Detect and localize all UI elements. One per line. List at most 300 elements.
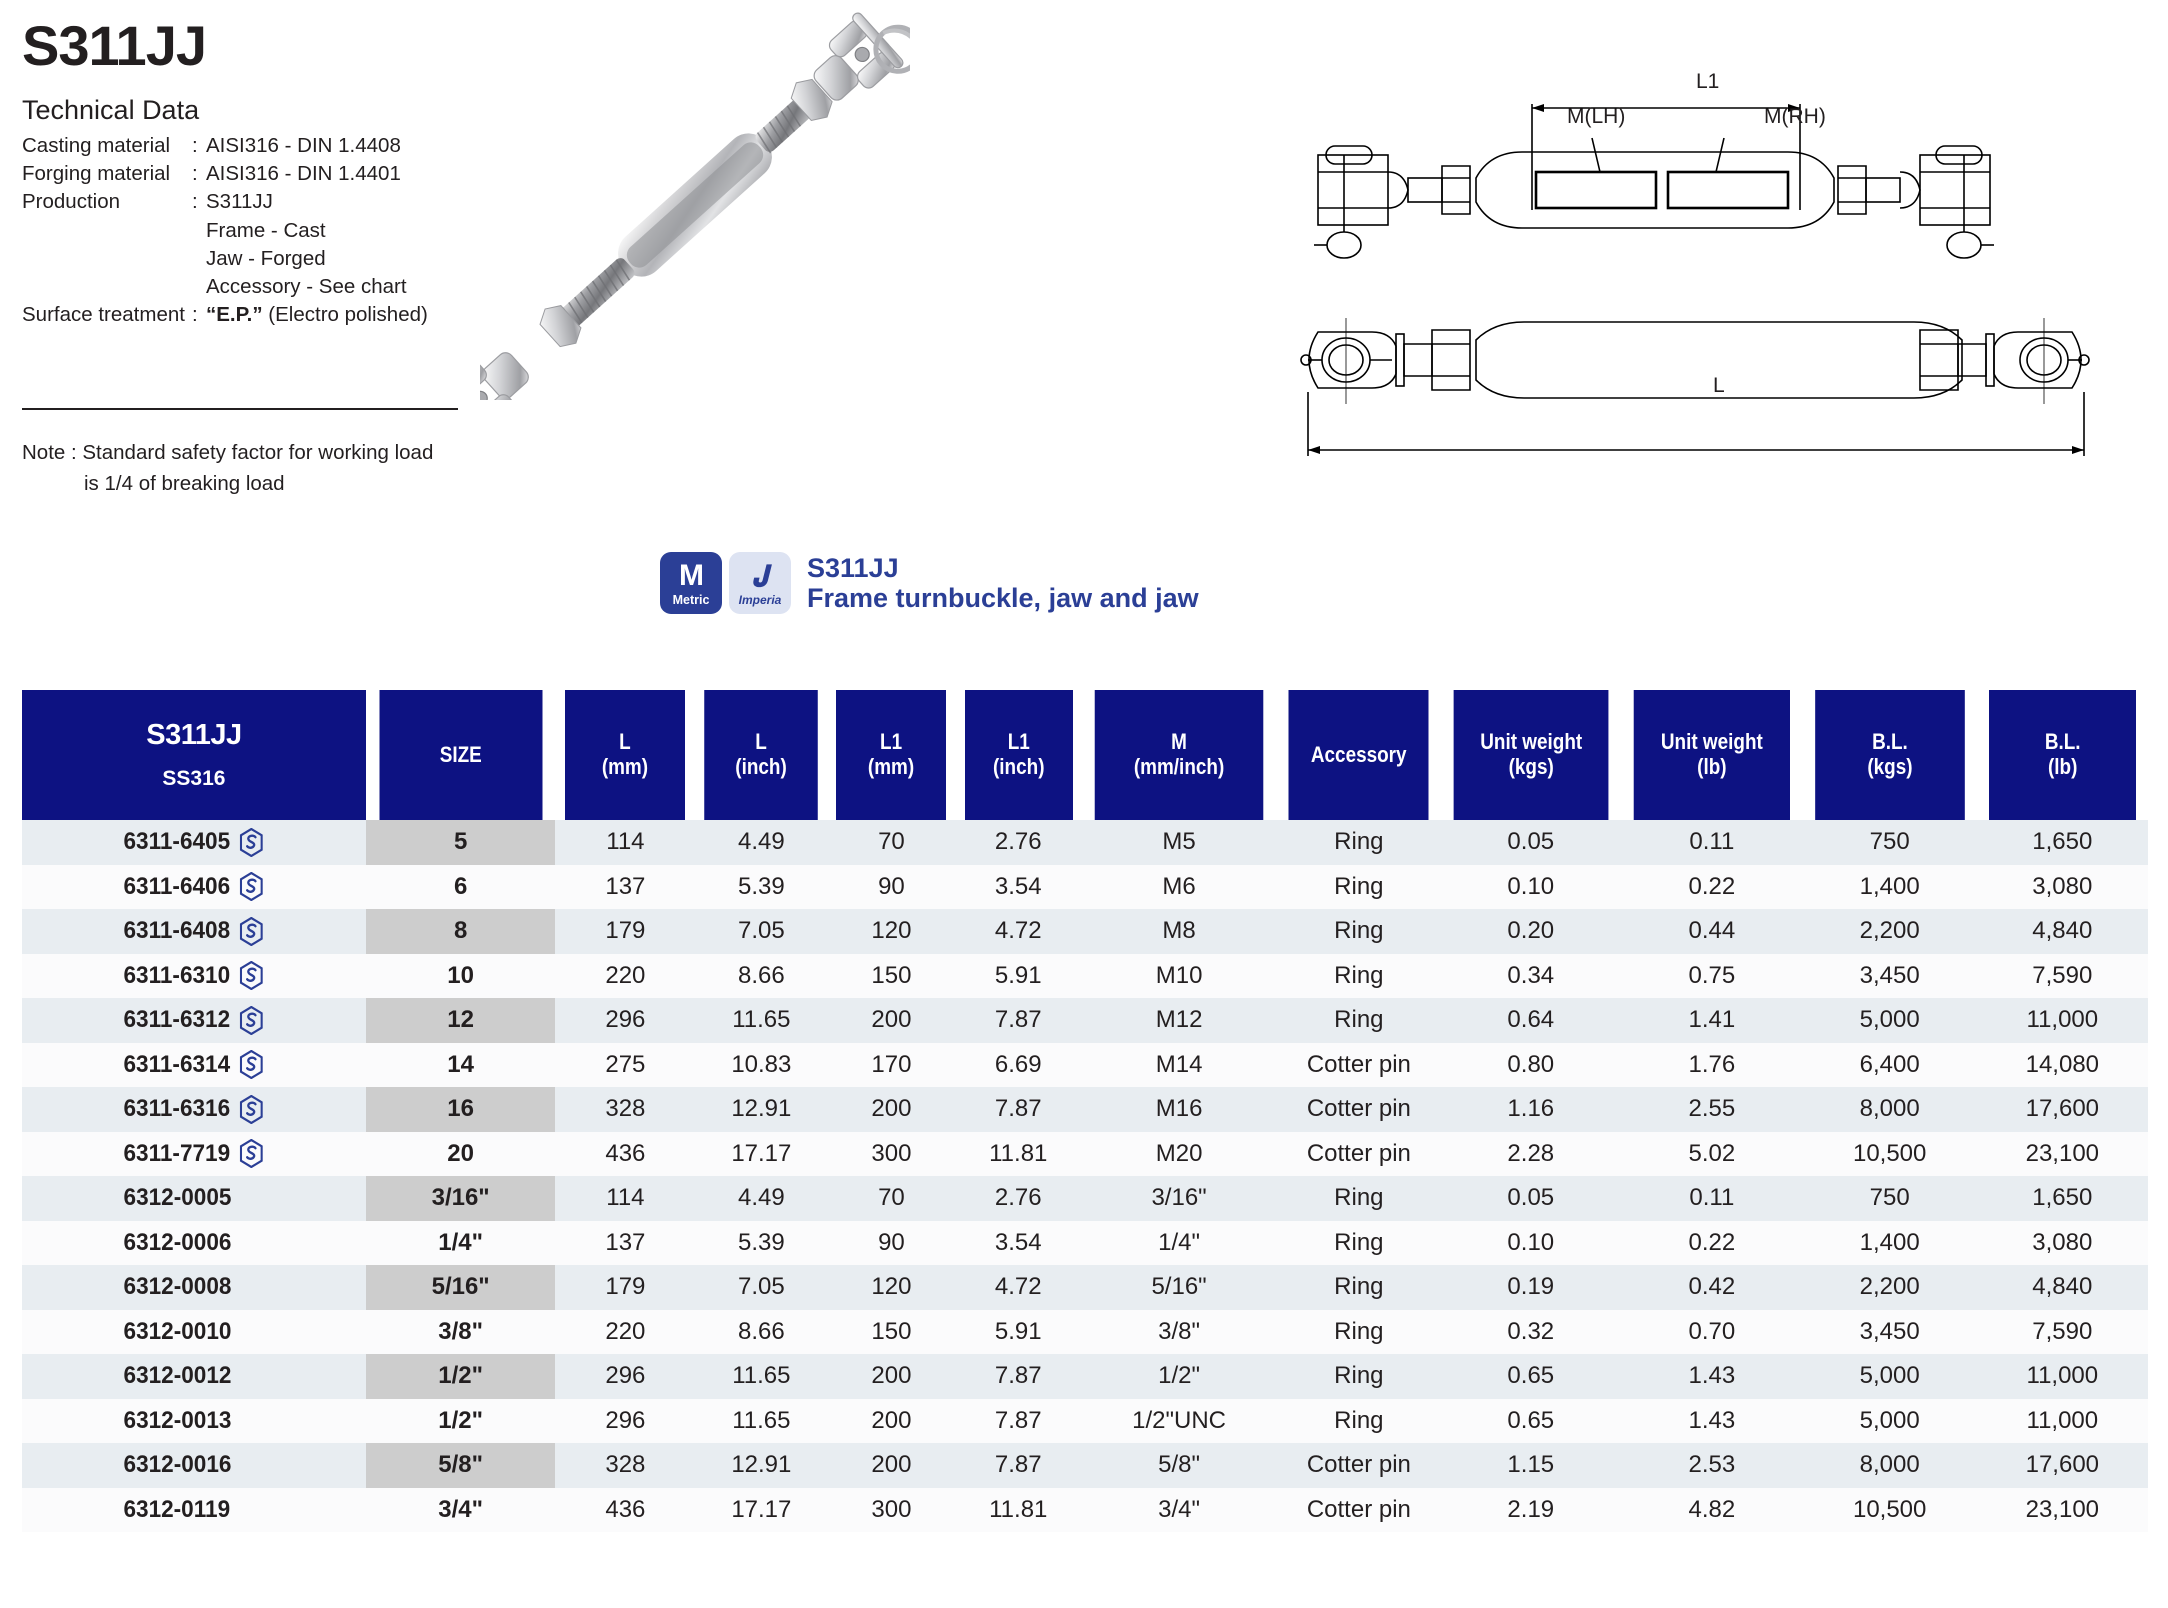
- cell-size: 1/4": [366, 1221, 556, 1266]
- cell-bl-kgs: 750: [1803, 1176, 1977, 1221]
- cell-unit-weight-lb: 1.43: [1621, 1399, 1803, 1444]
- cell-m: 3/4": [1081, 1488, 1277, 1533]
- specification-table-body: [22, 820, 2148, 1532]
- cell-accessory: Ring: [1277, 1399, 1440, 1444]
- cell-product-code: [22, 1132, 366, 1177]
- table-header-m: [1095, 690, 1264, 820]
- head-unit: (inch): [735, 754, 788, 779]
- spec-label: Production: [22, 190, 121, 214]
- spec-colon: :: [192, 133, 198, 157]
- cell-l1-mm: 150: [827, 1310, 955, 1355]
- cell-product-code: [22, 1354, 366, 1399]
- cell-bl-kgs: 8,000: [1803, 1443, 1977, 1488]
- imperial-badge-caption: Imperia: [738, 593, 782, 607]
- table-row[interactable]: [22, 1310, 2148, 1355]
- spec-value: S311JJ: [206, 190, 273, 214]
- cell-l1-mm: 90: [827, 1221, 955, 1266]
- cell-m: M14: [1081, 1043, 1277, 1088]
- cell-l-inch: 8.66: [695, 1310, 827, 1355]
- head-unit: (lb): [2047, 754, 2078, 779]
- product-code-text: 6312-0010: [123, 1317, 231, 1345]
- table-row[interactable]: [22, 1043, 2148, 1088]
- table-row[interactable]: [22, 1488, 2148, 1533]
- cell-unit-weight-kgs: 0.05: [1441, 1176, 1621, 1221]
- cell-product-code: [22, 1087, 366, 1132]
- cell-l-mm: 137: [555, 865, 695, 910]
- cell-l1-mm: 200: [827, 1399, 955, 1444]
- cell-l1-inch: 3.54: [956, 1221, 1082, 1266]
- cell-bl-lb: 23,100: [1977, 1488, 2148, 1533]
- cell-unit-weight-kgs: 0.65: [1441, 1354, 1621, 1399]
- cell-accessory: Ring: [1277, 1265, 1440, 1310]
- dimension-label-mlh: M(LH): [1567, 105, 1626, 128]
- head-main: B.L.: [1871, 729, 1908, 755]
- cell-l-mm: 296: [555, 1399, 695, 1444]
- head-main: Unit weight: [1479, 729, 1582, 755]
- cell-l-mm: 436: [555, 1488, 695, 1533]
- cell-l-mm: 328: [555, 1087, 695, 1132]
- production-sub-jaw: Jaw - Forged: [206, 246, 326, 270]
- cell-m: M10: [1081, 954, 1277, 999]
- ss316-hex-icon: [240, 1095, 264, 1124]
- cell-l-mm: 137: [555, 1221, 695, 1266]
- cell-unit-weight-lb: 5.02: [1621, 1132, 1803, 1177]
- cell-l1-mm: 90: [827, 865, 955, 910]
- cell-unit-weight-lb: 1.76: [1621, 1043, 1803, 1088]
- head-unit: (inch): [992, 754, 1045, 779]
- cell-product-code: [22, 998, 366, 1043]
- cell-accessory: Ring: [1277, 909, 1440, 954]
- table-row[interactable]: [22, 1176, 2148, 1221]
- dimension-label-mrh: M(RH): [1764, 105, 1826, 128]
- cell-bl-kgs: 3,450: [1803, 954, 1977, 999]
- cell-l1-mm: 200: [827, 1443, 955, 1488]
- cell-m: M6: [1081, 865, 1277, 910]
- table-header-size: [379, 690, 542, 820]
- cell-l-inch: 5.39: [695, 1221, 827, 1266]
- cell-accessory: Ring: [1277, 865, 1440, 910]
- ss316-hex-icon: [240, 1139, 264, 1168]
- product-photo: [480, 10, 910, 400]
- cell-l1-inch: 7.87: [956, 1354, 1082, 1399]
- cell-size: 20: [366, 1132, 556, 1177]
- metric-badge-icon: [660, 552, 722, 614]
- cell-l1-inch: 4.72: [956, 909, 1082, 954]
- product-code-text: 6312-0008: [123, 1273, 231, 1301]
- cell-unit-weight-lb: 2.55: [1621, 1087, 1803, 1132]
- table-header-accessory: [1289, 690, 1430, 820]
- cell-accessory: Cotter pin: [1277, 1043, 1440, 1088]
- cell-accessory: Cotter pin: [1277, 1443, 1440, 1488]
- cell-bl-kgs: 10,500: [1803, 1488, 1977, 1533]
- cell-accessory: Ring: [1277, 1310, 1440, 1355]
- cell-l1-inch: 5.91: [956, 954, 1082, 999]
- cell-unit-weight-lb: 0.44: [1621, 909, 1803, 954]
- cell-l-inch: 12.91: [695, 1443, 827, 1488]
- table-row[interactable]: [22, 909, 2148, 954]
- cell-bl-lb: 17,600: [1977, 1443, 2148, 1488]
- cell-accessory: Ring: [1277, 998, 1440, 1043]
- cell-unit-weight-kgs: 1.16: [1441, 1087, 1621, 1132]
- ss316-hex-icon: [240, 1006, 264, 1035]
- cell-l-mm: 275: [555, 1043, 695, 1088]
- cell-bl-kgs: 3,450: [1803, 1310, 1977, 1355]
- cell-bl-lb: 3,080: [1977, 1221, 2148, 1266]
- cell-size: 1/2": [366, 1399, 556, 1444]
- cell-bl-lb: 7,590: [1977, 954, 2148, 999]
- cell-unit-weight-kgs: 0.34: [1441, 954, 1621, 999]
- cell-l-inch: 7.05: [695, 909, 827, 954]
- product-code-text: 6312-0119: [123, 1495, 231, 1523]
- product-title-description: Frame turnbuckle, jaw and jaw: [807, 583, 1199, 614]
- table-header-row: [22, 690, 2148, 820]
- cell-unit-weight-lb: 0.11: [1621, 820, 1803, 865]
- table-row[interactable]: [22, 1132, 2148, 1177]
- cell-l-inch: 7.05: [695, 1265, 827, 1310]
- cell-l-inch: 8.66: [695, 954, 827, 999]
- head-main: L1: [880, 729, 903, 755]
- head-unit: (lb): [1697, 754, 1727, 779]
- cell-l-inch: 4.49: [695, 1176, 827, 1221]
- product-code-text: 6311-6310: [123, 961, 231, 989]
- cell-m: 3/8": [1081, 1310, 1277, 1355]
- cell-unit-weight-kgs: 0.19: [1441, 1265, 1621, 1310]
- cell-unit-weight-lb: 0.70: [1621, 1310, 1803, 1355]
- table-header-bl-kgs: [1815, 690, 1965, 820]
- product-code-text: 6311-6312: [123, 1006, 231, 1034]
- table-row[interactable]: [22, 1399, 2148, 1444]
- imperial-badge-icon: [729, 552, 791, 614]
- cell-bl-kgs: 750: [1803, 820, 1977, 865]
- head-main: M: [1171, 729, 1187, 755]
- cell-bl-lb: 1,650: [1977, 820, 2148, 865]
- cell-l-mm: 296: [555, 1354, 695, 1399]
- cell-bl-kgs: 2,200: [1803, 1265, 1977, 1310]
- dimension-label-l1: L1: [1696, 70, 1720, 93]
- cell-m: M16: [1081, 1087, 1277, 1132]
- table-row[interactable]: [22, 1221, 2148, 1266]
- cell-bl-lb: 4,840: [1977, 1265, 2148, 1310]
- cell-size: 8: [366, 909, 556, 954]
- head-main: L1: [1007, 729, 1030, 755]
- cell-accessory: Ring: [1277, 820, 1440, 865]
- cell-size: 3/4": [366, 1488, 556, 1533]
- table-header-size-label: SIZE: [439, 741, 482, 767]
- technical-data-heading: Technical Data: [22, 95, 200, 125]
- cell-l-mm: 220: [555, 954, 695, 999]
- cell-bl-lb: 11,000: [1977, 1354, 2148, 1399]
- ss316-hex-icon: [240, 828, 264, 857]
- divider: [22, 408, 458, 410]
- ss316-hex-icon: [240, 917, 264, 946]
- table-row[interactable]: [22, 954, 2148, 999]
- cell-l-inch: 5.39: [695, 865, 827, 910]
- cell-accessory: Ring: [1277, 1354, 1440, 1399]
- table-row[interactable]: [22, 1443, 2148, 1488]
- note-line-1: Note : Standard safety factor for working load: [22, 441, 434, 464]
- product-title-code: S311JJ: [807, 553, 899, 583]
- cell-size: 3/16": [366, 1176, 556, 1221]
- product-code-text: 6312-0005: [123, 1184, 231, 1212]
- cell-bl-kgs: 8,000: [1803, 1087, 1977, 1132]
- cell-accessory: Cotter pin: [1277, 1488, 1440, 1533]
- cell-unit-weight-lb: 0.11: [1621, 1176, 1803, 1221]
- cell-m: M20: [1081, 1132, 1277, 1177]
- cell-l1-mm: 300: [827, 1488, 955, 1533]
- table-row[interactable]: [22, 1087, 2148, 1132]
- cell-bl-kgs: 1,400: [1803, 865, 1977, 910]
- cell-bl-lb: 11,000: [1977, 1399, 2148, 1444]
- table-header-l-mm: [565, 690, 685, 820]
- table-header-unit-weight-kgs: [1453, 690, 1608, 820]
- cell-m: M12: [1081, 998, 1277, 1043]
- cell-l-mm: 179: [555, 909, 695, 954]
- cell-m: 5/16": [1081, 1265, 1277, 1310]
- table-header-product: [22, 690, 366, 820]
- cell-l-mm: 296: [555, 998, 695, 1043]
- cell-unit-weight-lb: 4.82: [1621, 1488, 1803, 1533]
- cell-l1-inch: 7.87: [956, 1443, 1082, 1488]
- badge-title-row: [660, 552, 1199, 614]
- cell-l-mm: 114: [555, 1176, 695, 1221]
- cell-bl-lb: 23,100: [1977, 1132, 2148, 1177]
- cell-l1-mm: 200: [827, 998, 955, 1043]
- datasheet-header-area: [0, 0, 2168, 690]
- cell-product-code: [22, 1443, 366, 1488]
- cell-product-code: [22, 1399, 366, 1444]
- cell-product-code: [22, 954, 366, 999]
- cell-unit-weight-kgs: 1.15: [1441, 1443, 1621, 1488]
- cell-l1-inch: 6.69: [956, 1043, 1082, 1088]
- cell-l-inch: 10.83: [695, 1043, 827, 1088]
- metric-badge-caption: Metric: [672, 593, 710, 608]
- safety-note: [22, 438, 642, 500]
- product-code-text: 6311-6408: [123, 917, 231, 945]
- spec-value: AISI316 - DIN 1.4408: [206, 133, 401, 157]
- product-code-text: 6311-6406: [123, 872, 231, 900]
- table-row[interactable]: [22, 1265, 2148, 1310]
- cell-bl-kgs: 6,400: [1803, 1043, 1977, 1088]
- cell-l1-inch: 2.76: [956, 1176, 1082, 1221]
- cell-size: 5: [366, 820, 556, 865]
- cell-l-inch: 4.49: [695, 820, 827, 865]
- cell-l-inch: 11.65: [695, 1354, 827, 1399]
- ss316-hex-icon: [240, 961, 264, 990]
- page-title: S311JJ: [22, 14, 206, 77]
- cell-l1-inch: 2.76: [956, 820, 1082, 865]
- technical-drawing-side-view: [1300, 60, 2140, 300]
- cell-product-code: [22, 1265, 366, 1310]
- cell-l-inch: 11.65: [695, 1399, 827, 1444]
- head-unit: (kgs): [1508, 754, 1554, 779]
- cell-unit-weight-kgs: 2.19: [1441, 1488, 1621, 1533]
- cell-l-mm: 436: [555, 1132, 695, 1177]
- cell-unit-weight-lb: 0.22: [1621, 865, 1803, 910]
- table-row[interactable]: [22, 865, 2148, 910]
- spec-label: Casting material: [22, 133, 171, 157]
- cell-size: 5/16": [366, 1265, 556, 1310]
- cell-bl-kgs: 2,200: [1803, 909, 1977, 954]
- cell-bl-kgs: 5,000: [1803, 1399, 1977, 1444]
- cell-m: 1/4": [1081, 1221, 1277, 1266]
- cell-product-code: [22, 1043, 366, 1088]
- table-row[interactable]: [22, 998, 2148, 1043]
- cell-l1-mm: 300: [827, 1132, 955, 1177]
- cell-unit-weight-kgs: 0.65: [1441, 1399, 1621, 1444]
- head-unit: (kgs): [1867, 754, 1913, 779]
- cell-l-mm: 179: [555, 1265, 695, 1310]
- cell-unit-weight-kgs: 0.05: [1441, 820, 1621, 865]
- cell-unit-weight-kgs: 0.10: [1441, 865, 1621, 910]
- cell-bl-lb: 1,650: [1977, 1176, 2148, 1221]
- note-line-2: is 1/4 of breaking load: [84, 471, 285, 495]
- cell-l-inch: 12.91: [695, 1087, 827, 1132]
- table-header-product-material: SS316: [162, 767, 226, 791]
- table-header-unit-weight-lb: [1634, 690, 1790, 820]
- head-unit: (mm): [602, 754, 649, 779]
- table-header-l-inch: [705, 690, 819, 820]
- cell-l-mm: 220: [555, 1310, 695, 1355]
- cell-l1-inch: 7.87: [956, 1399, 1082, 1444]
- ss316-hex-icon: [240, 872, 264, 901]
- cell-bl-kgs: 5,000: [1803, 1354, 1977, 1399]
- cell-bl-kgs: 1,400: [1803, 1221, 1977, 1266]
- cell-unit-weight-lb: 0.22: [1621, 1221, 1803, 1266]
- product-code-text: 6311-6316: [123, 1095, 231, 1123]
- cell-size: 6: [366, 865, 556, 910]
- cell-l1-inch: 7.87: [956, 1087, 1082, 1132]
- cell-m: 1/2"UNC: [1081, 1399, 1277, 1444]
- cell-l1-mm: 120: [827, 1265, 955, 1310]
- table-header-l1-inch: [964, 690, 1072, 820]
- cell-size: 1/2": [366, 1354, 556, 1399]
- cell-unit-weight-kgs: 0.32: [1441, 1310, 1621, 1355]
- cell-bl-lb: 17,600: [1977, 1087, 2148, 1132]
- ss316-hex-icon: [240, 1050, 264, 1079]
- cell-l1-inch: 7.87: [956, 998, 1082, 1043]
- cell-l1-inch: 5.91: [956, 1310, 1082, 1355]
- table-row[interactable]: [22, 820, 2148, 865]
- cell-product-code: [22, 909, 366, 954]
- cell-m: 3/16": [1081, 1176, 1277, 1221]
- metric-badge-glyph: M: [679, 559, 703, 593]
- cell-bl-kgs: 10,500: [1803, 1132, 1977, 1177]
- cell-l-inch: 17.17: [695, 1488, 827, 1533]
- cell-accessory: Cotter pin: [1277, 1087, 1440, 1132]
- cell-l-inch: 11.65: [695, 998, 827, 1043]
- cell-unit-weight-lb: 1.43: [1621, 1354, 1803, 1399]
- cell-l1-mm: 170: [827, 1043, 955, 1088]
- cell-l1-mm: 150: [827, 954, 955, 999]
- dimension-label-l: L: [1713, 374, 1725, 397]
- cell-unit-weight-kgs: 0.20: [1441, 909, 1621, 954]
- head-unit: (mm/inch): [1133, 754, 1225, 779]
- production-sub-frame: Frame - Cast: [206, 218, 326, 242]
- head-main: Unit weight: [1660, 729, 1763, 755]
- cell-l1-mm: 70: [827, 1176, 955, 1221]
- cell-unit-weight-lb: 0.75: [1621, 954, 1803, 999]
- cell-bl-lb: 11,000: [1977, 998, 2148, 1043]
- spec-value: AISI316 - DIN 1.4401: [206, 161, 401, 185]
- product-code-text: 6312-0012: [123, 1362, 231, 1390]
- cell-bl-lb: 4,840: [1977, 909, 2148, 954]
- cell-size: 12: [366, 998, 556, 1043]
- spec-colon: :: [192, 190, 198, 214]
- cell-unit-weight-lb: 2.53: [1621, 1443, 1803, 1488]
- product-code-text: 6311-6314: [123, 1050, 231, 1078]
- head-unit: (mm): [868, 754, 915, 779]
- cell-l1-inch: 11.81: [956, 1488, 1082, 1533]
- cell-m: M5: [1081, 820, 1277, 865]
- cell-accessory: Cotter pin: [1277, 1132, 1440, 1177]
- cell-bl-kgs: 5,000: [1803, 998, 1977, 1043]
- cell-l1-inch: 3.54: [956, 865, 1082, 910]
- head-main: Accessory: [1310, 741, 1407, 767]
- product-code-text: 6312-0013: [123, 1406, 231, 1434]
- product-title-block: [807, 552, 1199, 613]
- surface-treatment-code: “E.P.”: [206, 303, 263, 327]
- spec-label: Surface treatment: [22, 303, 185, 327]
- head-main: L: [755, 729, 768, 755]
- cell-product-code: [22, 865, 366, 910]
- cell-unit-weight-lb: 0.42: [1621, 1265, 1803, 1310]
- cell-l1-mm: 200: [827, 1087, 955, 1132]
- cell-unit-weight-kgs: 0.10: [1441, 1221, 1621, 1266]
- spec-colon: :: [192, 303, 198, 327]
- head-main: L: [619, 729, 632, 755]
- cell-unit-weight-kgs: 0.80: [1441, 1043, 1621, 1088]
- cell-l-mm: 114: [555, 820, 695, 865]
- cell-l1-mm: 200: [827, 1354, 955, 1399]
- head-main: B.L.: [2044, 729, 2081, 755]
- product-code-text: 6312-0006: [123, 1228, 231, 1256]
- cell-accessory: Ring: [1277, 1176, 1440, 1221]
- cell-l1-inch: 4.72: [956, 1265, 1082, 1310]
- cell-size: 14: [366, 1043, 556, 1088]
- production-sub-accessory: Accessory - See chart: [206, 275, 407, 299]
- specification-table: [22, 690, 2148, 1532]
- cell-l-inch: 17.17: [695, 1132, 827, 1177]
- cell-bl-lb: 7,590: [1977, 1310, 2148, 1355]
- cell-m: 1/2": [1081, 1354, 1277, 1399]
- cell-product-code: [22, 1310, 366, 1355]
- cell-product-code: [22, 1221, 366, 1266]
- cell-unit-weight-lb: 1.41: [1621, 998, 1803, 1043]
- table-header-l1-mm: [836, 690, 946, 820]
- product-code-text: 6311-7719: [123, 1139, 231, 1167]
- technical-drawing-top-view: [1300, 300, 2140, 540]
- cell-unit-weight-kgs: 0.64: [1441, 998, 1621, 1043]
- cell-unit-weight-kgs: 2.28: [1441, 1132, 1621, 1177]
- cell-m: 5/8": [1081, 1443, 1277, 1488]
- cell-l1-mm: 70: [827, 820, 955, 865]
- cell-l1-mm: 120: [827, 909, 955, 954]
- spec-label: Forging material: [22, 161, 171, 185]
- cell-bl-lb: 3,080: [1977, 865, 2148, 910]
- spec-colon: :: [192, 161, 198, 185]
- cell-size: 5/8": [366, 1443, 556, 1488]
- cell-accessory: Ring: [1277, 954, 1440, 999]
- table-header-bl-lb: [1989, 690, 2136, 820]
- product-code-text: 6312-0016: [123, 1451, 231, 1479]
- cell-accessory: Ring: [1277, 1221, 1440, 1266]
- cell-size: 10: [366, 954, 556, 999]
- cell-l-mm: 328: [555, 1443, 695, 1488]
- cell-size: 3/8": [366, 1310, 556, 1355]
- cell-m: M8: [1081, 909, 1277, 954]
- table-row[interactable]: [22, 1354, 2148, 1399]
- cell-product-code: [22, 820, 366, 865]
